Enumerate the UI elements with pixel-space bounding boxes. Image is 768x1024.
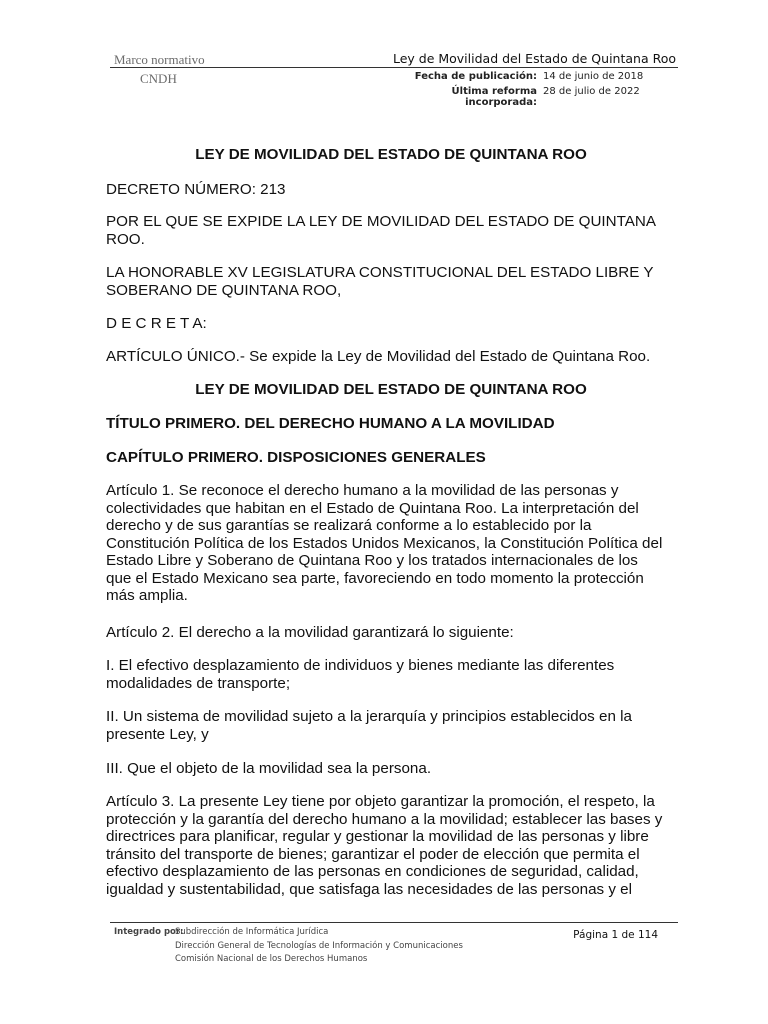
article-line: más amplia. (106, 587, 188, 604)
article-line: que el Estado Mexicano sea parte, favoreciendo en todo momento la protección (106, 569, 644, 587)
articulo-1 (106, 482, 676, 605)
article-line: Constitución Política de los Estados Unidos Mexicanos, la Constitución Política del (106, 534, 663, 552)
reform-date-value: 28 de julio de 2022 (543, 86, 640, 97)
publication-date-label: Fecha de publicación: (414, 71, 537, 82)
publication-date-value: 14 de junio de 2018 (543, 71, 644, 82)
fraction-line: modalidades de transporte; (106, 674, 291, 692)
decree-number: DECRETO NÚMERO: 213 (106, 181, 286, 198)
fraction-line: I. El efectivo desplazamiento de individuos y bienes mediante las diferentes (106, 657, 615, 674)
article-line: efectivo desplazamiento de las personas en condiciones de seguridad, calidad, (106, 863, 639, 880)
decree-purpose-line: POR EL QUE SE EXPIDE LA LEY DE MOVILIDAD DEL ESTADO DE QUINTANA (106, 213, 656, 230)
fraction-line: presente Ley, y (106, 725, 209, 743)
footer-line-1: Subdirección de Informática Jurídica (175, 927, 329, 937)
fraction-line: II. Un sistema de movilidad sujeto a la jerarquía y principios establecidos en la (106, 708, 632, 725)
article-line: igualdad y sustentabilidad, que satisfaga las necesidades de las personas y el (106, 880, 633, 898)
article-line: protección y la garantía del derecho humano a la movilidad; establecer las bases y (106, 810, 663, 828)
article-line: Artículo 3. La presente Ley tiene por objeto garantizar la promoción, el respeto, la (106, 793, 655, 810)
article-line: Artículo 1. Se reconoce el derecho humano a la movilidad de las personas y (106, 482, 619, 499)
article-line: derecho y de sus garantías se realizará conforme a lo establecido por la (106, 517, 592, 534)
articulo-2: Artículo 2. El derecho a la movilidad garantizará lo siguiente: (106, 624, 514, 641)
fraccion-ii (106, 708, 676, 743)
article-line: directrices para planificar, regular y gestionar la movilidad de las personas y libre (106, 828, 649, 845)
law-title: LEY DE MOVILIDAD DEL ESTADO DE QUINTANA ROO (195, 146, 587, 163)
fraccion-i (106, 657, 676, 692)
page-number: Página 1 de 114 (573, 929, 658, 941)
header-section-label: Marco normativo (114, 52, 205, 67)
legislature-line: SOBERANO DE QUINTANA ROO, (106, 281, 342, 299)
decree-purpose (106, 213, 676, 248)
header-divider (110, 67, 678, 68)
reform-date-row (380, 86, 640, 108)
article-line: Estado Libre y Soberano de Quintana Roo y los tratados internacionales de los (106, 552, 638, 569)
reform-date-label: Última reforma incorporada: (451, 86, 537, 108)
legislature-statement (106, 264, 676, 299)
footer-line-2: Dirección General de Tecnologías de Información y Comunicaciones (175, 941, 463, 951)
decreta-heading: D E C R E T A: (106, 315, 207, 332)
capitulo-primero-heading: CAPÍTULO PRIMERO. DISPOSICIONES GENERALES (106, 449, 486, 466)
article-line: tránsito del transporte de bienes; garantizar el poder de elección que permita el (106, 845, 640, 863)
footer-divider (110, 922, 678, 923)
articulo-3 (106, 793, 676, 898)
footer-line-3: Comisión Nacional de los Derechos Humanos (175, 954, 368, 964)
publication-date-row (380, 71, 643, 82)
decree-purpose-line: ROO. (106, 230, 145, 248)
header-law-title: Ley de Movilidad del Estado de Quintana Roo (392, 51, 676, 66)
fraccion-iii: III. Que el objeto de la movilidad sea la persona. (106, 760, 432, 777)
titulo-primero-heading: TÍTULO PRIMERO. DEL DERECHO HUMANO A LA MOVILIDAD (106, 415, 555, 432)
footer-integrated-by-label: Integrado por: (114, 927, 184, 937)
law-title-repeat: LEY DE MOVILIDAD DEL ESTADO DE QUINTANA ROO (195, 381, 587, 398)
legislature-line: LA HONORABLE XV LEGISLATURA CONSTITUCIONAL DEL ESTADO LIBRE Y (106, 264, 654, 281)
article-line: colectividades que habitan en el Estado de Quintana Roo. La interpretación del (106, 499, 639, 517)
articulo-unico: ARTÍCULO ÚNICO.- Se expide la Ley de Movilidad del Estado de Quintana Roo. (106, 348, 651, 365)
header-institution: CNDH (140, 71, 177, 86)
